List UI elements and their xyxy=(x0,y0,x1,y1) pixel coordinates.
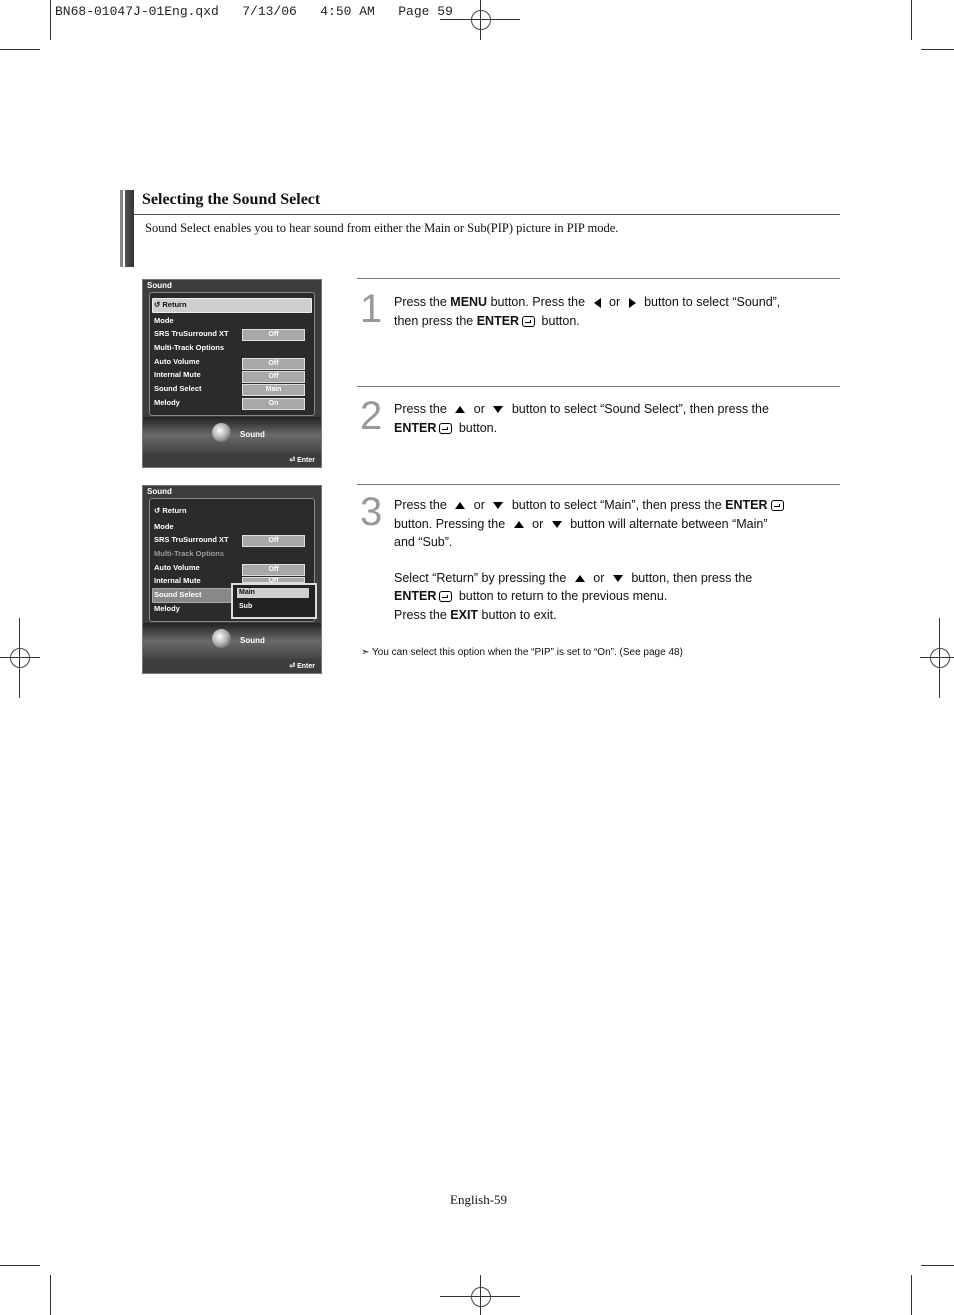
footer-label: Sound xyxy=(240,430,265,439)
step-number: 2 xyxy=(360,394,383,438)
enter-icon xyxy=(522,316,535,327)
enter-icon: ⏎ xyxy=(289,663,298,670)
step-divider xyxy=(357,386,840,387)
left-arrow-icon xyxy=(594,298,601,308)
value-internal-mute: Off xyxy=(242,371,305,383)
menu-item-multi-track[interactable]: Multi-Track Options xyxy=(154,343,225,352)
up-arrow-icon xyxy=(575,575,585,582)
step-divider xyxy=(357,278,840,279)
enter-icon xyxy=(439,591,452,602)
speaker-icon xyxy=(212,423,231,442)
crop-mark xyxy=(921,49,954,50)
menu-item-auto-volume[interactable]: Auto Volume xyxy=(154,563,200,572)
menu-footer xyxy=(143,417,321,453)
up-arrow-icon xyxy=(514,521,524,528)
section-title: Selecting the Sound Select xyxy=(142,191,321,208)
up-arrow-icon xyxy=(455,502,465,509)
enter-icon xyxy=(439,423,452,434)
speaker-icon xyxy=(212,629,231,648)
menu-item-internal-mute[interactable]: Internal Mute xyxy=(154,370,201,379)
menu-item-mode[interactable]: Mode xyxy=(154,522,174,531)
tv-menu-screen-2 xyxy=(142,485,322,674)
note-arrow-icon: ➣ xyxy=(361,647,370,658)
registration-mark xyxy=(930,648,950,668)
crop-mark xyxy=(921,1265,954,1266)
menu-item-melody[interactable]: Melody xyxy=(154,398,180,407)
menu-item-auto-volume[interactable]: Auto Volume xyxy=(154,357,200,366)
registration-mark xyxy=(471,10,491,30)
crop-mark xyxy=(50,0,51,40)
menu-footer xyxy=(143,623,321,659)
popup-option-main[interactable]: Main xyxy=(237,588,309,598)
step-number: 3 xyxy=(360,490,383,534)
value-auto-volume: Off xyxy=(242,564,305,576)
crop-mark xyxy=(911,0,912,40)
step-divider xyxy=(357,484,840,485)
menu-item-sound-select[interactable]: Sound Select xyxy=(154,384,202,393)
value-internal-mute: Off xyxy=(242,577,305,583)
menu-title: Sound xyxy=(147,487,172,496)
value-srs: Off xyxy=(242,329,305,341)
return-icon: ↺ xyxy=(154,300,163,309)
note xyxy=(361,647,683,658)
print-header: BN68-01047J-01Eng.qxd 7/13/06 4:50 AM Page 59 xyxy=(55,4,453,19)
tv-menu-screen-1 xyxy=(142,279,322,468)
footer-label: Sound xyxy=(240,636,265,645)
enter-hint: ⏎ Enter xyxy=(289,663,315,670)
crop-mark xyxy=(911,1275,912,1315)
menu-title: Sound xyxy=(147,281,172,290)
page-number: English-59 xyxy=(450,1192,508,1207)
intro-text: Sound Select enables you to hear sound from either the Main or Sub(PIP) picture in PIP mode. xyxy=(145,221,619,235)
menu-item-mode[interactable]: Mode xyxy=(154,316,174,325)
divider xyxy=(134,214,840,215)
menu-item-melody[interactable]: Melody xyxy=(154,604,180,613)
value-melody: On xyxy=(242,398,305,410)
menu-item-return[interactable]: ↺ Return xyxy=(154,300,187,309)
registration-mark xyxy=(471,1287,491,1307)
right-arrow-icon xyxy=(629,298,636,308)
step-1-text: Press the MENU button. Press the or button to select “Sound”, then press the ENTER button. xyxy=(394,295,781,328)
down-arrow-icon xyxy=(552,521,562,528)
enter-icon: ⏎ xyxy=(289,457,298,464)
return-icon: ↺ xyxy=(154,506,163,515)
registration-mark xyxy=(10,648,30,668)
menu-item-sound-select[interactable]: Sound Select xyxy=(154,590,202,599)
menu-item-srs[interactable]: SRS TruSurround XT xyxy=(154,329,229,338)
menu-item-return[interactable]: ↺ Return xyxy=(154,506,187,515)
step-number: 1 xyxy=(360,287,383,331)
sound-select-popup xyxy=(231,583,317,619)
enter-icon xyxy=(771,500,784,511)
value-srs: Off xyxy=(242,535,305,547)
menu-item-srs[interactable]: SRS TruSurround XT xyxy=(154,535,229,544)
section-marker xyxy=(120,190,134,267)
menu-item-internal-mute[interactable]: Internal Mute xyxy=(154,576,201,585)
value-auto-volume: Off xyxy=(242,358,305,370)
note-text: You can select this option when the “PIP” is set to “On”. (See page 48) xyxy=(372,647,683,658)
down-arrow-icon xyxy=(613,575,623,582)
value-sound-select: Main xyxy=(242,384,305,396)
enter-hint: ⏎ Enter xyxy=(289,457,315,464)
up-arrow-icon xyxy=(455,406,465,413)
crop-mark xyxy=(0,49,40,50)
menu-item-multi-track[interactable]: Multi-Track Options xyxy=(154,549,225,558)
popup-option-sub[interactable]: Sub xyxy=(239,603,253,610)
down-arrow-icon xyxy=(493,502,503,509)
down-arrow-icon xyxy=(493,406,503,413)
crop-mark xyxy=(50,1275,51,1315)
step-3-text: Press the or button to select “Main”, then press the ENTER button. Pressing the or button will alternate between “Main” and “Sub”. Select “Return” by pressing the or button, then press the ENTER button to return to the previous menu. Press the EXIT button to exit. xyxy=(394,496,814,624)
step-2-text: Press the or button to select “Sound Select”, then press the ENTER button. xyxy=(394,402,769,435)
crop-mark xyxy=(0,1265,40,1266)
